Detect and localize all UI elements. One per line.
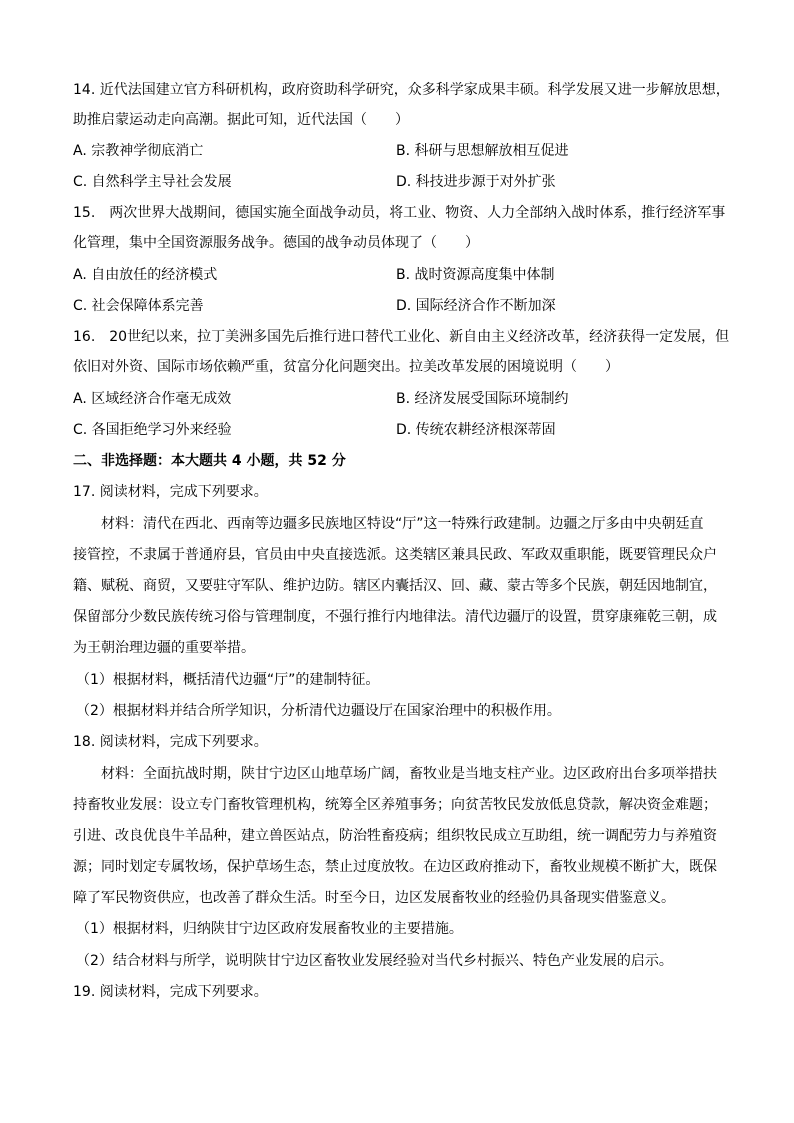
q17-material-line-5: 为王朝治理边疆的重要举措。	[73, 640, 255, 656]
q15-option-b: B. 战时资源高度集中体制	[396, 267, 555, 283]
q15-option-d: D. 国际经济合作不断加深	[396, 298, 556, 314]
q16-option-d: D. 传统农耕经济根深蒂固	[396, 422, 556, 438]
q14-option-c: C. 自然科学主导社会发展	[73, 174, 232, 190]
q15-option-c: C. 社会保障体系完善	[73, 298, 204, 314]
q17-intro: 17. 阅读材料，完成下列要求。	[73, 484, 268, 500]
q18-material-line-1: 材料：全面抗战时期，陕甘宁边区山地草场广阔，畜牧业是当地支柱产业。边区政府出台多项举措扶	[101, 766, 717, 782]
q17-material-line-4: 保留部分少数民族传统习俗与管理制度，不强行推行内地律法。清代边疆厅的设置，贯穿康雍乾三朝，成	[73, 609, 717, 625]
q14-option-b: B. 科研与思想解放相互促进	[396, 143, 569, 159]
q18-sub-question-1: （1）根据材料，归纳陕甘宁边区政府发展畜牧业的主要措施。	[76, 921, 463, 937]
q15-option-a: A. 自由放任的经济模式	[73, 267, 218, 283]
q16-option-a: A. 区域经济合作毫无成效	[73, 391, 232, 407]
q17-sub-question-2: （2）根据材料并结合所学知识，分析清代边疆设厅在国家治理中的积极作用。	[76, 703, 561, 719]
q14-option-a: A. 宗教神学彻底消亡	[73, 143, 204, 159]
q14-option-d: D. 科技进步源于对外扩张	[396, 174, 556, 190]
q19-intro: 19. 阅读材料，完成下列要求。	[73, 984, 268, 1000]
q17-sub-question-1: （1）根据材料，概括清代边疆“厅”的建制特征。	[76, 672, 380, 688]
q16-option-b: B. 经济发展受国际环境制约	[396, 391, 569, 407]
q17-material-line-2: 接管控，不隶属于普通府县，官员由中央直接选派。这类辖区兼具民政、军政双重职能，既要管理民众户	[73, 547, 717, 563]
q16-stem-line-1: 16. 20世纪以来，拉丁美洲多国先后推行进口替代工业化、新自由主义经济改革，经济获得一定发展，但	[73, 329, 730, 345]
q17-material-line-1: 材料：清代在西北、西南等边疆多民族地区特设“厅”这一特殊行政建制。边疆之厅多由中央朝廷直	[101, 516, 704, 532]
q18-sub-question-2: （2）结合材料与所学，说明陕甘宁边区畜牧业发展经验对当代乡村振兴、特色产业发展的启示。	[76, 953, 673, 969]
q18-intro: 18. 阅读材料，完成下列要求。	[73, 734, 268, 750]
q15-stem-line-2: 化管理，集中全国资源服务战争。德国的战争动员体现了（ ）	[73, 235, 479, 251]
section-heading: 二、非选择题：本大题共 4 小题，共 52 分	[73, 453, 346, 469]
q18-material-line-5: 障了军民物资供应，也改善了群众生活。时至今日，边区发展畜牧业的经验仍具备现实借鉴意义。	[73, 890, 675, 906]
q18-material-line-3: 引进、改良优良牛羊品种，建立兽医站点，防治牲畜疫病；组织牧民成立互助组，统一调配劳力与养殖资	[73, 828, 717, 844]
q14-stem-line-2: 助推启蒙运动走向高潮。据此可知，近代法国（ ）	[73, 112, 409, 128]
q18-material-line-4: 源；同时划定专属牧场，保护草场生态，禁止过度放牧。在边区政府推动下，畜牧业规模不断扩大，既保	[73, 859, 717, 875]
q16-option-c: C. 各国拒绝学习外来经验	[73, 422, 232, 438]
q16-stem-line-2: 依旧对外资、国际市场依赖严重，贫富分化问题突出。拉美改革发展的困境说明（ ）	[73, 359, 619, 375]
q15-stem-line-1: 15. 两次世界大战期间，德国实施全面战争动员，将工业、物资、人力全部纳入战时体系，推行经济军事	[73, 205, 726, 221]
q14-stem-line-1: 14. 近代法国建立官方科研机构，政府资助科学研究，众多科学家成果丰硕。科学发展又进一步解放思想，	[73, 82, 730, 98]
q18-material-line-2: 持畜牧业发展：设立专门畜牧管理机构，统筹全区养殖事务；向贫苦牧民发放低息贷款，解决资金难题；	[73, 797, 717, 813]
q17-material-line-3: 籍、赋税、商贸，又要驻守军队、维护边防。辖区内囊括汉、回、藏、蒙古等多个民族，朝廷因地制宜，	[73, 578, 717, 594]
